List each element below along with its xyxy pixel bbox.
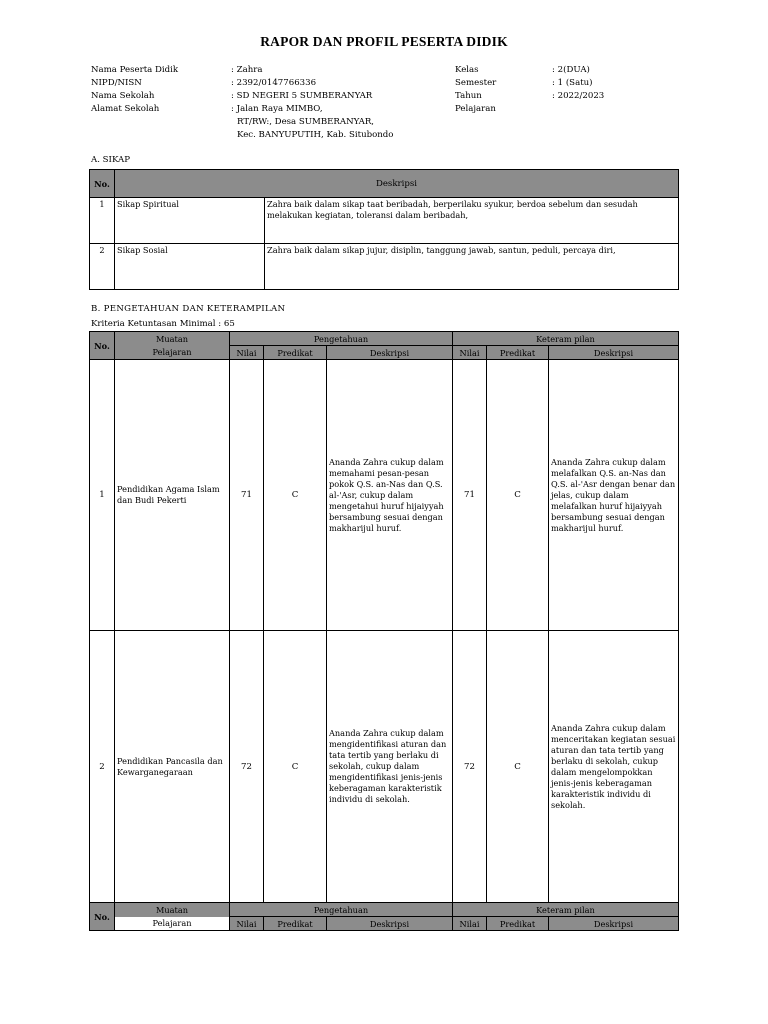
value-semester: : 1 (Satu) bbox=[552, 78, 593, 88]
pk-header-muatan: Muatan bbox=[115, 903, 230, 917]
sikap-row-aspect: Sikap Spiritual bbox=[115, 198, 265, 244]
sikap-header-deskripsi: Deskripsi bbox=[115, 170, 679, 198]
address-line-1: RT/RW:, Desa SUMBERANYAR, bbox=[237, 117, 375, 127]
pk-row-k-nilai: 72 bbox=[453, 631, 487, 903]
pk-header-keterampilan: Keteram pilan bbox=[453, 332, 679, 346]
report-title: RAPOR DAN PROFIL PESERTA DIDIK bbox=[260, 34, 508, 49]
pk-header-pengetahuan: Pengetahuan bbox=[230, 332, 453, 346]
table-row bbox=[90, 244, 679, 290]
class-values bbox=[552, 64, 604, 103]
pk-row-k-deskripsi: Ananda Zahra cukup dalam menceritakan kegiatan sesuai aturan dan tata tertib yang berlaku di sekolah, cukup dalam mengelompokkan jenis-jenis keberagaman karakteristik individu di sekolah. bbox=[549, 631, 679, 903]
section-sikap-heading: A. SIKAP bbox=[91, 155, 131, 165]
label-nipd: NIPD/NISN bbox=[91, 78, 142, 88]
label-semester: Semester bbox=[455, 78, 497, 88]
class-labels bbox=[455, 64, 496, 116]
pk-header-pelajaran: Pelajaran bbox=[115, 917, 230, 931]
pk-row-k-predikat: C bbox=[487, 360, 549, 631]
value-nama: : Zahra bbox=[231, 65, 263, 75]
kkm-text: Kriteria Ketuntasan Minimal : 65 bbox=[91, 319, 235, 329]
pk-header-no: No. bbox=[90, 332, 115, 360]
label-pelajaran: Pelajaran bbox=[455, 104, 496, 114]
pk-header-deskripsi: Deskripsi bbox=[327, 917, 453, 931]
pk-header-nilai: Nilai bbox=[230, 917, 264, 931]
pk-header-predikat: Predikat bbox=[487, 917, 549, 931]
table-row bbox=[90, 631, 679, 903]
sikap-table bbox=[89, 169, 679, 290]
label-alamat: Alamat Sekolah bbox=[91, 104, 160, 114]
label-kelas: Kelas bbox=[455, 65, 479, 75]
pk-header-pengetahuan: Pengetahuan bbox=[230, 903, 453, 917]
pk-row-no: 2 bbox=[90, 631, 115, 903]
sikap-row-desc: Zahra baik dalam sikap taat beribadah, berperilaku syukur, berdoa sebelum dan sesudah melakukan kegiatan, toleransi dalam beribadah, bbox=[265, 198, 679, 244]
pk-row-k-nilai: 71 bbox=[453, 360, 487, 631]
pk-row-k-deskripsi: Ananda Zahra cukup dalam melafalkan Q.S. an-Nas dan Q.S. al-'Asr dengan benar dan jelas, cukup dalam melafalkan huruf hijaiyyah bersambung sesuai dengan makharijul huruf. bbox=[549, 360, 679, 631]
pk-header-deskripsi: Deskripsi bbox=[549, 346, 679, 360]
pk-header-predikat: Predikat bbox=[487, 346, 549, 360]
pk-header-keterampilan: Keteram pilan bbox=[453, 903, 679, 917]
pk-header-predikat: Predikat bbox=[264, 346, 327, 360]
value-sekolah: : SD NEGERI 5 SUMBERANYAR bbox=[231, 91, 373, 101]
pk-row-p-predikat: C bbox=[264, 360, 327, 631]
pk-header-deskripsi: Deskripsi bbox=[549, 917, 679, 931]
address-line-2: Kec. BANYUPUTIH, Kab. Situbondo bbox=[237, 130, 394, 140]
table-row bbox=[90, 198, 679, 244]
pk-row-subject: Pendidikan Pancasila dan Kewarganegaraan bbox=[115, 631, 230, 903]
pk-header-deskripsi: Deskripsi bbox=[327, 346, 453, 360]
sikap-row-no: 1 bbox=[90, 198, 115, 244]
value-kelas: : 2(DUA) bbox=[552, 65, 590, 75]
pk-header-nilai: Nilai bbox=[453, 346, 487, 360]
value-nipd: : 2392/0147766336 bbox=[231, 78, 317, 88]
student-labels bbox=[91, 64, 178, 116]
pk-header-nilai: Nilai bbox=[230, 346, 264, 360]
value-alamat: : Jalan Raya MIMBO, bbox=[231, 104, 323, 114]
pk-row-p-predikat: C bbox=[264, 631, 327, 903]
pk-row-p-nilai: 71 bbox=[230, 360, 264, 631]
label-nama: Nama Peserta Didik bbox=[91, 65, 179, 75]
pk-row-k-predikat: C bbox=[487, 631, 549, 903]
pk-row-p-deskripsi: Ananda Zahra cukup dalam mengidentifikasi aturan dan tata tertib yang berlaku di sekolah, cukup dalam mengidentifikasi jenis-jenis keberagaman karakteristik individu di sekolah. bbox=[327, 631, 453, 903]
sikap-row-desc: Zahra baik dalam sikap jujur, disiplin, tanggung jawab, santun, peduli, percaya diri, bbox=[265, 244, 679, 290]
pk-table bbox=[89, 331, 679, 931]
pk-header-pelajaran: Pelajaran bbox=[115, 346, 230, 360]
pk-row-p-nilai: 72 bbox=[230, 631, 264, 903]
pk-header-predikat: Predikat bbox=[264, 917, 327, 931]
pk-header-nilai: Nilai bbox=[453, 917, 487, 931]
pk-row-p-deskripsi: Ananda Zahra cukup dalam memahami pesan-pesan pokok Q.S. an-Nas dan Q.S. al-'Asr, cukup dalam mengetahui huruf hijaiyyah bersambung sesuai dengan makharijul huruf. bbox=[327, 360, 453, 631]
label-tahun: Tahun bbox=[455, 91, 482, 101]
sikap-header-no: No. bbox=[90, 170, 115, 198]
label-sekolah: Nama Sekolah bbox=[91, 91, 155, 101]
pk-row-subject: Pendidikan Agama Islam dan Budi Pekerti bbox=[115, 360, 230, 631]
pk-row-no: 1 bbox=[90, 360, 115, 631]
section-pk-heading: B. PENGETAHUAN DAN KETERAMPILAN bbox=[91, 304, 286, 314]
value-tahun: : 2022/2023 bbox=[552, 91, 605, 101]
student-values bbox=[231, 64, 393, 142]
sikap-row-aspect: Sikap Sosial bbox=[115, 244, 265, 290]
table-row bbox=[90, 360, 679, 631]
pk-header-no: No. bbox=[90, 903, 115, 931]
sikap-row-no: 2 bbox=[90, 244, 115, 290]
pk-header-muatan: Muatan bbox=[115, 332, 230, 346]
